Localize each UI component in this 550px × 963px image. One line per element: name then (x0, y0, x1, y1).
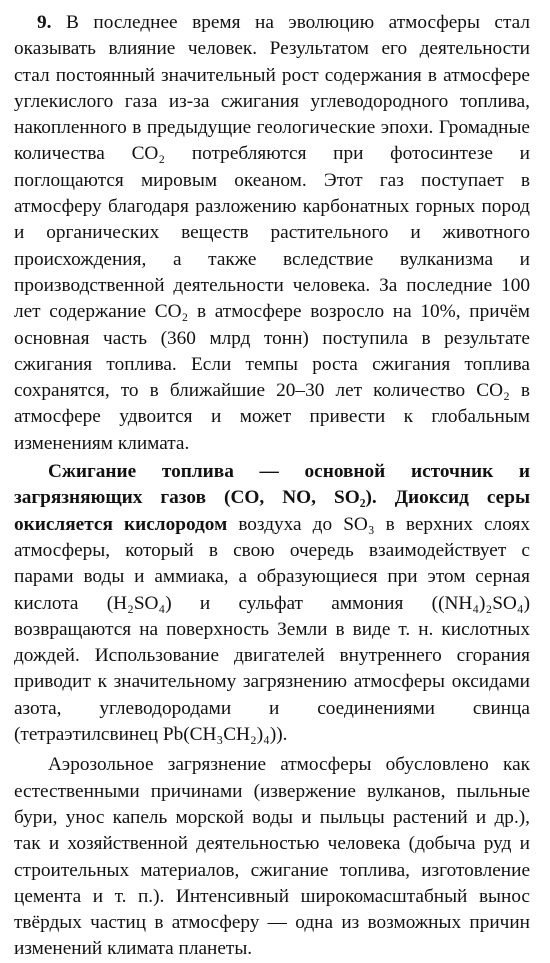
document-page (14, 10, 530, 963)
paragraph-fuel (14, 459, 530, 748)
paragraph-aerosol (14, 752, 530, 962)
paragraph-number: 9. (37, 12, 52, 33)
paragraph-9 (14, 10, 530, 457)
paragraph-text: воздуха до SO₃ в верхних слоях атмосферы, который в свою очередь взаимодействует с парами воды и аммиака, а образующиеся при этом серная кислота (H₂SO₄) и сульфат аммония ((NH₄)₂SO₄) возвращаются на поверхность Земли в виде т. н. кислотных дождей. Использование двигателей внутреннего сгорания приводит к значительному загрязнению атмосферы оксидами азота, углеводородами и соединениями свинца (тетраэтилсвинец Pb(CH₃CH₂)₄)). (14, 513, 531, 746)
paragraph-text: В последнее время на эволюцию атмосферы стал оказывать влияние человек. Результатом его деятельности стал постоянный значительный рост содержания в атмосфере углекислого газа из-за сжигания углеводородного топлива, накопленного в предыдущие геологические эпохи. Громадные количества CO₂ потребляются при фотосинтезе и поглощаются мировым океаном. Этот газ поступает в атмосферу благодаря разложению карбонатных горных пород и органических веществ растительного и животного происхождения, а также вследствие вулканизма и производственной деятельности человека. За последние 100 лет содержание CO₂ в атмосфере возросло на 10%, причём основная часть (360 млрд тонн) поступила в результате сжигания топлива. Если темпы роста сжигания топлива сохранятся, то в ближайшие 20–30 лет количество CO₂ в атмосфере удвоится и может привести к глобальным изменениям климата. (14, 12, 531, 454)
paragraph-text: Аэрозольное загрязнение атмосферы обусловлено как естественными причинами (извержение вулканов, пыльные бури, унос капель морской воды и пыльцы растений и др.), так и хозяйственной деятельностью человека (добыча руд и строительных материалов, сжигание топлива, изготовление цемента и т. п.). Интенсивный широкомасштабный вынос твёрдых частиц в атмосферу — одна из возможных причин изменений климата планеты. (14, 754, 530, 960)
paragraph-bold-lead: Сжигание топлива — основной источник и загрязняющих газов (CO, NO, SO₂). Диоксид серы окисляется кислородом (14, 461, 530, 535)
